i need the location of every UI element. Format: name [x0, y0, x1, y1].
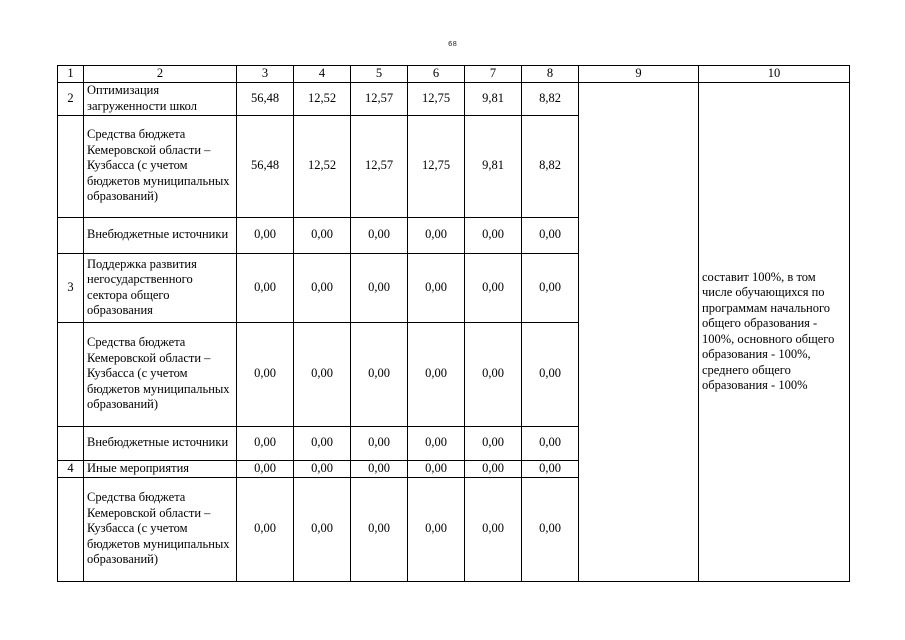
value-cell: 56,48	[237, 115, 294, 217]
value-cell: 0,00	[237, 322, 294, 426]
value-cell: 8,82	[522, 115, 579, 217]
value-cell: 0,00	[294, 460, 351, 477]
value-cell: 0,00	[522, 477, 579, 581]
value-cell: 0,00	[351, 460, 408, 477]
value-cell: 12,57	[351, 115, 408, 217]
value-cell: 12,52	[294, 82, 351, 115]
row-index: 2	[58, 82, 84, 115]
value-cell: 12,75	[408, 115, 465, 217]
column-header: 8	[522, 66, 579, 83]
column-header: 1	[58, 66, 84, 83]
value-cell: 0,00	[408, 217, 465, 253]
row-index: 3	[58, 253, 84, 322]
value-cell: 0,00	[294, 477, 351, 581]
value-cell: 0,00	[294, 253, 351, 322]
row-index	[58, 426, 84, 460]
value-cell: 0,00	[408, 460, 465, 477]
value-cell: 0,00	[351, 477, 408, 581]
column-header: 3	[237, 66, 294, 83]
row-description: Внебюджетные источники	[84, 426, 237, 460]
column-header: 4	[294, 66, 351, 83]
value-cell: 0,00	[465, 460, 522, 477]
column-header: 10	[699, 66, 850, 83]
value-cell: 0,00	[237, 217, 294, 253]
row-index	[58, 217, 84, 253]
result-note: составит 100%, в том числе обучающихся по программам начального общего образования - 100%, основного общего образования - 100%, среднего общего образования - 100%	[699, 82, 850, 581]
row-index	[58, 115, 84, 217]
value-cell: 0,00	[294, 217, 351, 253]
value-cell: 12,57	[351, 82, 408, 115]
column-header: 7	[465, 66, 522, 83]
budget-table	[57, 65, 850, 582]
value-cell: 0,00	[294, 322, 351, 426]
row-description: Внебюджетные источники	[84, 217, 237, 253]
row-description: Поддержка развития негосударственного сектора общего образования	[84, 253, 237, 322]
value-cell: 0,00	[237, 253, 294, 322]
value-cell: 0,00	[351, 217, 408, 253]
value-cell: 0,00	[408, 322, 465, 426]
value-cell: 0,00	[522, 426, 579, 460]
row-index	[58, 477, 84, 581]
value-cell: 0,00	[465, 253, 522, 322]
row-index	[58, 322, 84, 426]
value-cell: 0,00	[294, 426, 351, 460]
value-cell: 0,00	[522, 322, 579, 426]
value-cell: 8,82	[522, 82, 579, 115]
table-row	[58, 82, 850, 115]
value-cell: 0,00	[408, 253, 465, 322]
row-index: 4	[58, 460, 84, 477]
value-cell: 0,00	[237, 426, 294, 460]
value-cell: 0,00	[465, 477, 522, 581]
column-header: 6	[408, 66, 465, 83]
value-cell: 9,81	[465, 82, 522, 115]
value-cell: 0,00	[351, 253, 408, 322]
value-cell: 0,00	[351, 322, 408, 426]
row-description: Средства бюджета Кемеровской области – Кузбасса (с учетом бюджетов муниципальных образований)	[84, 322, 237, 426]
value-cell: 0,00	[408, 426, 465, 460]
value-cell: 0,00	[351, 426, 408, 460]
column-header: 9	[579, 66, 699, 83]
row-description: Иные мероприятия	[84, 460, 237, 477]
value-cell: 56,48	[237, 82, 294, 115]
value-cell: 12,75	[408, 82, 465, 115]
value-cell: 0,00	[522, 217, 579, 253]
value-cell: 0,00	[465, 217, 522, 253]
column-9-cell	[579, 82, 699, 581]
row-description: Оптимизация загруженности школ	[84, 82, 237, 115]
column-header: 2	[84, 66, 237, 83]
row-description: Средства бюджета Кемеровской области – Кузбасса (с учетом бюджетов муниципальных образований)	[84, 115, 237, 217]
value-cell: 0,00	[408, 477, 465, 581]
value-cell: 0,00	[237, 460, 294, 477]
value-cell: 0,00	[522, 460, 579, 477]
value-cell: 12,52	[294, 115, 351, 217]
header-row	[58, 66, 850, 83]
column-header: 5	[351, 66, 408, 83]
page-number: 68	[448, 40, 457, 48]
value-cell: 0,00	[237, 477, 294, 581]
value-cell: 0,00	[465, 322, 522, 426]
value-cell: 0,00	[522, 253, 579, 322]
value-cell: 0,00	[465, 426, 522, 460]
value-cell: 9,81	[465, 115, 522, 217]
row-description: Средства бюджета Кемеровской области – Кузбасса (с учетом бюджетов муниципальных образований)	[84, 477, 237, 581]
